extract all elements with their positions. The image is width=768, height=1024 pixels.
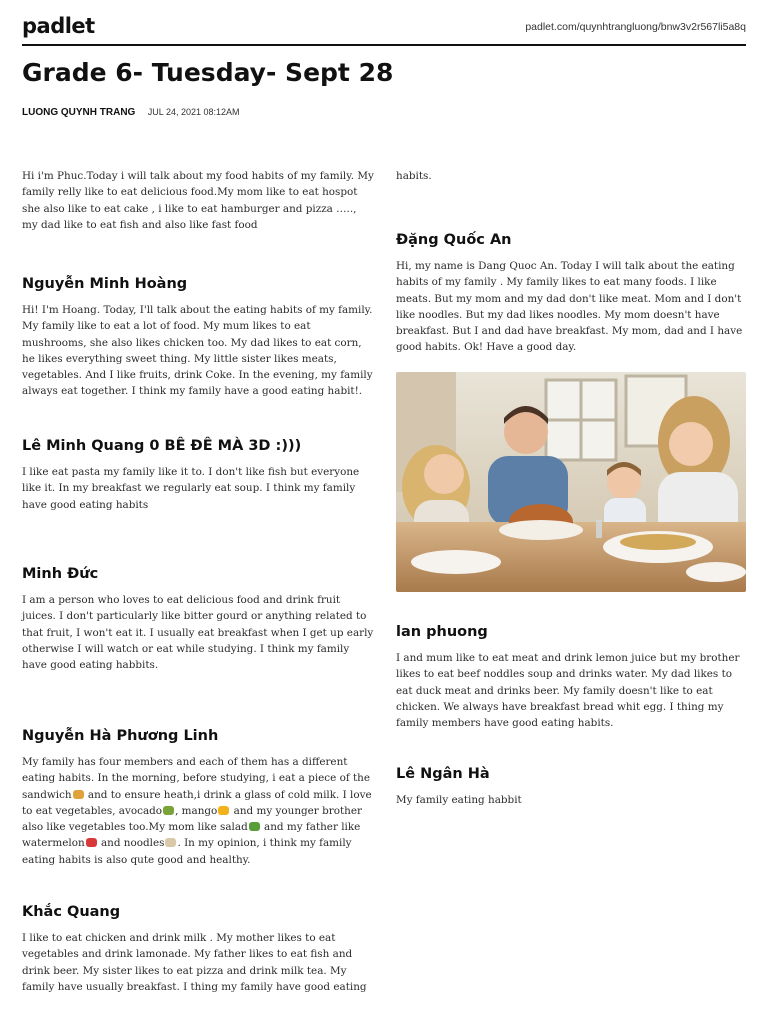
post-body: Hi i'm Phuc.Today i will talk about my food habits of my family. My family relly like to eat delicious food.My mom like to eat hospot she also like to eat cake , i like to eat hamburger and pizza ….., my dad like to eat fish and also like fast food [22,170,374,231]
post-body: I like eat pasta my family like it to. I don't like fish but everyone like it. In my breakfast we regularly eat soup. I think my family have good eating habits [22,466,360,511]
post-text-segment: My family has four members and each of them has a different eating habits. In the morning, before studying, i eat a piece of the sandwich [22,756,371,801]
board-date: JUL 24, 2021 08:12AM [147,107,240,117]
post-body: Hi, my name is Dang Quoc An. Today I will talk about the eating habits of my family . My family likes to eat many foods. I like meats. But my mom and my dad don't like meat. Mom and I don't like noodles. But my dad likes noodles. My mom doesn't have breakfast. But I and dad have breakfast. My mom, dad and I have good habits. Ok! Have a good day. [396,260,743,354]
family-dinner-photo[interactable] [396,372,746,592]
post-card[interactable] [396,622,748,764]
post-body: I and mum like to eat meat and drink lemon juice but my brother likes to eat beef noddles soup and drinks water. My dad likes to eat duck meat and drinks beer. My family doesn't like to eat chicken. We always have breakfast bread whit egg. I thing my family members have good eating habits. [396,652,740,730]
post-title: Lê Minh Quang 0 BÊ ĐÊ MÀ 3D :))) [22,438,302,454]
family-dinner-photo-art [396,372,746,592]
post-body: I am a person who loves to eat delicious food and drink fruit juices. I don't particularly like bitter gourd or anything related to that fruit, I won't eat it. I usually eat breakfast when I get up early otherwise I will watch or eat while studying. I think my family have good eating habbits. [22,594,374,672]
post-body: I like to eat chicken and drink milk . My mother likes to eat vegetables and drink lamonade. My father likes to eat fish and drink beer. My sister likes to eat pizza and drink milk tea. My family have usually breakfast. I thing my family have good eating [22,932,367,993]
post-card[interactable] [22,902,374,995]
avocado-icon [163,806,174,815]
right-column [396,168,748,808]
post-body [22,754,374,868]
post-text-segment: and to ensure heath,i drink a glass of cold milk. I love to eat vegetables, avocado [22,788,372,817]
post-text-segment: and my younger brother also like vegetables too.My mom like salad [22,804,362,834]
post-card[interactable] [22,436,374,564]
sandwich-icon [73,790,84,799]
left-column [22,168,374,995]
post-title: Khắc Quang [22,904,121,920]
salad-icon [249,822,260,831]
watermelon-icon [86,838,97,847]
post-text-segment: . In my opinion, i think my family eating habits is also qute good and healthy. [22,837,352,866]
post-text-segment: , mango [175,804,218,817]
top-bar [22,12,746,46]
post-text-segment: and my father like watermelon [22,821,361,850]
post-card[interactable] [396,372,748,622]
post-text-segment: and noodles [97,837,165,850]
post-title: Nguyễn Minh Hoàng [22,276,188,292]
post-title: Lê Ngân Hà [396,766,490,782]
post-card[interactable] [22,564,374,726]
post-body: habits. [396,170,432,182]
board-byline [22,102,240,120]
post-title: lan phuong [396,624,488,640]
noodles-icon [165,838,176,847]
post-card[interactable] [396,168,748,230]
post-title: Minh Đức [22,566,99,582]
mango-icon [218,806,229,815]
post-title: Nguyễn Hà Phương Linh [22,728,219,744]
post-card[interactable] [396,230,748,372]
padlet-logo[interactable]: padlet [22,14,95,38]
post-title: Đặng Quốc An [396,232,512,248]
board-author: LUONG QUYNH TRANG [22,107,136,118]
page-url[interactable]: padlet.com/quynhtrangluong/bnw3v2r567li5a8q [525,21,746,33]
post-body: My family eating habbit [396,794,522,806]
post-card[interactable] [22,726,374,902]
post-card[interactable] [22,168,374,274]
post-card[interactable] [396,764,748,808]
post-body: Hi! I'm Hoang. Today, I'll talk about the eating habits of my family. My family like to eat a lot of food. My mum likes to eat mushrooms, she also likes chicken too. My dad likes to eat corn, he likes everything sweet thing. My little sister likes meats, vegetables. And I like fruits, drink Coke. In the evening, my family always eat together. I think my family have a good eating habit!. [22,304,373,398]
post-card[interactable] [22,274,374,436]
board-title: Grade 6- Tuesday- Sept 28 [22,58,394,87]
